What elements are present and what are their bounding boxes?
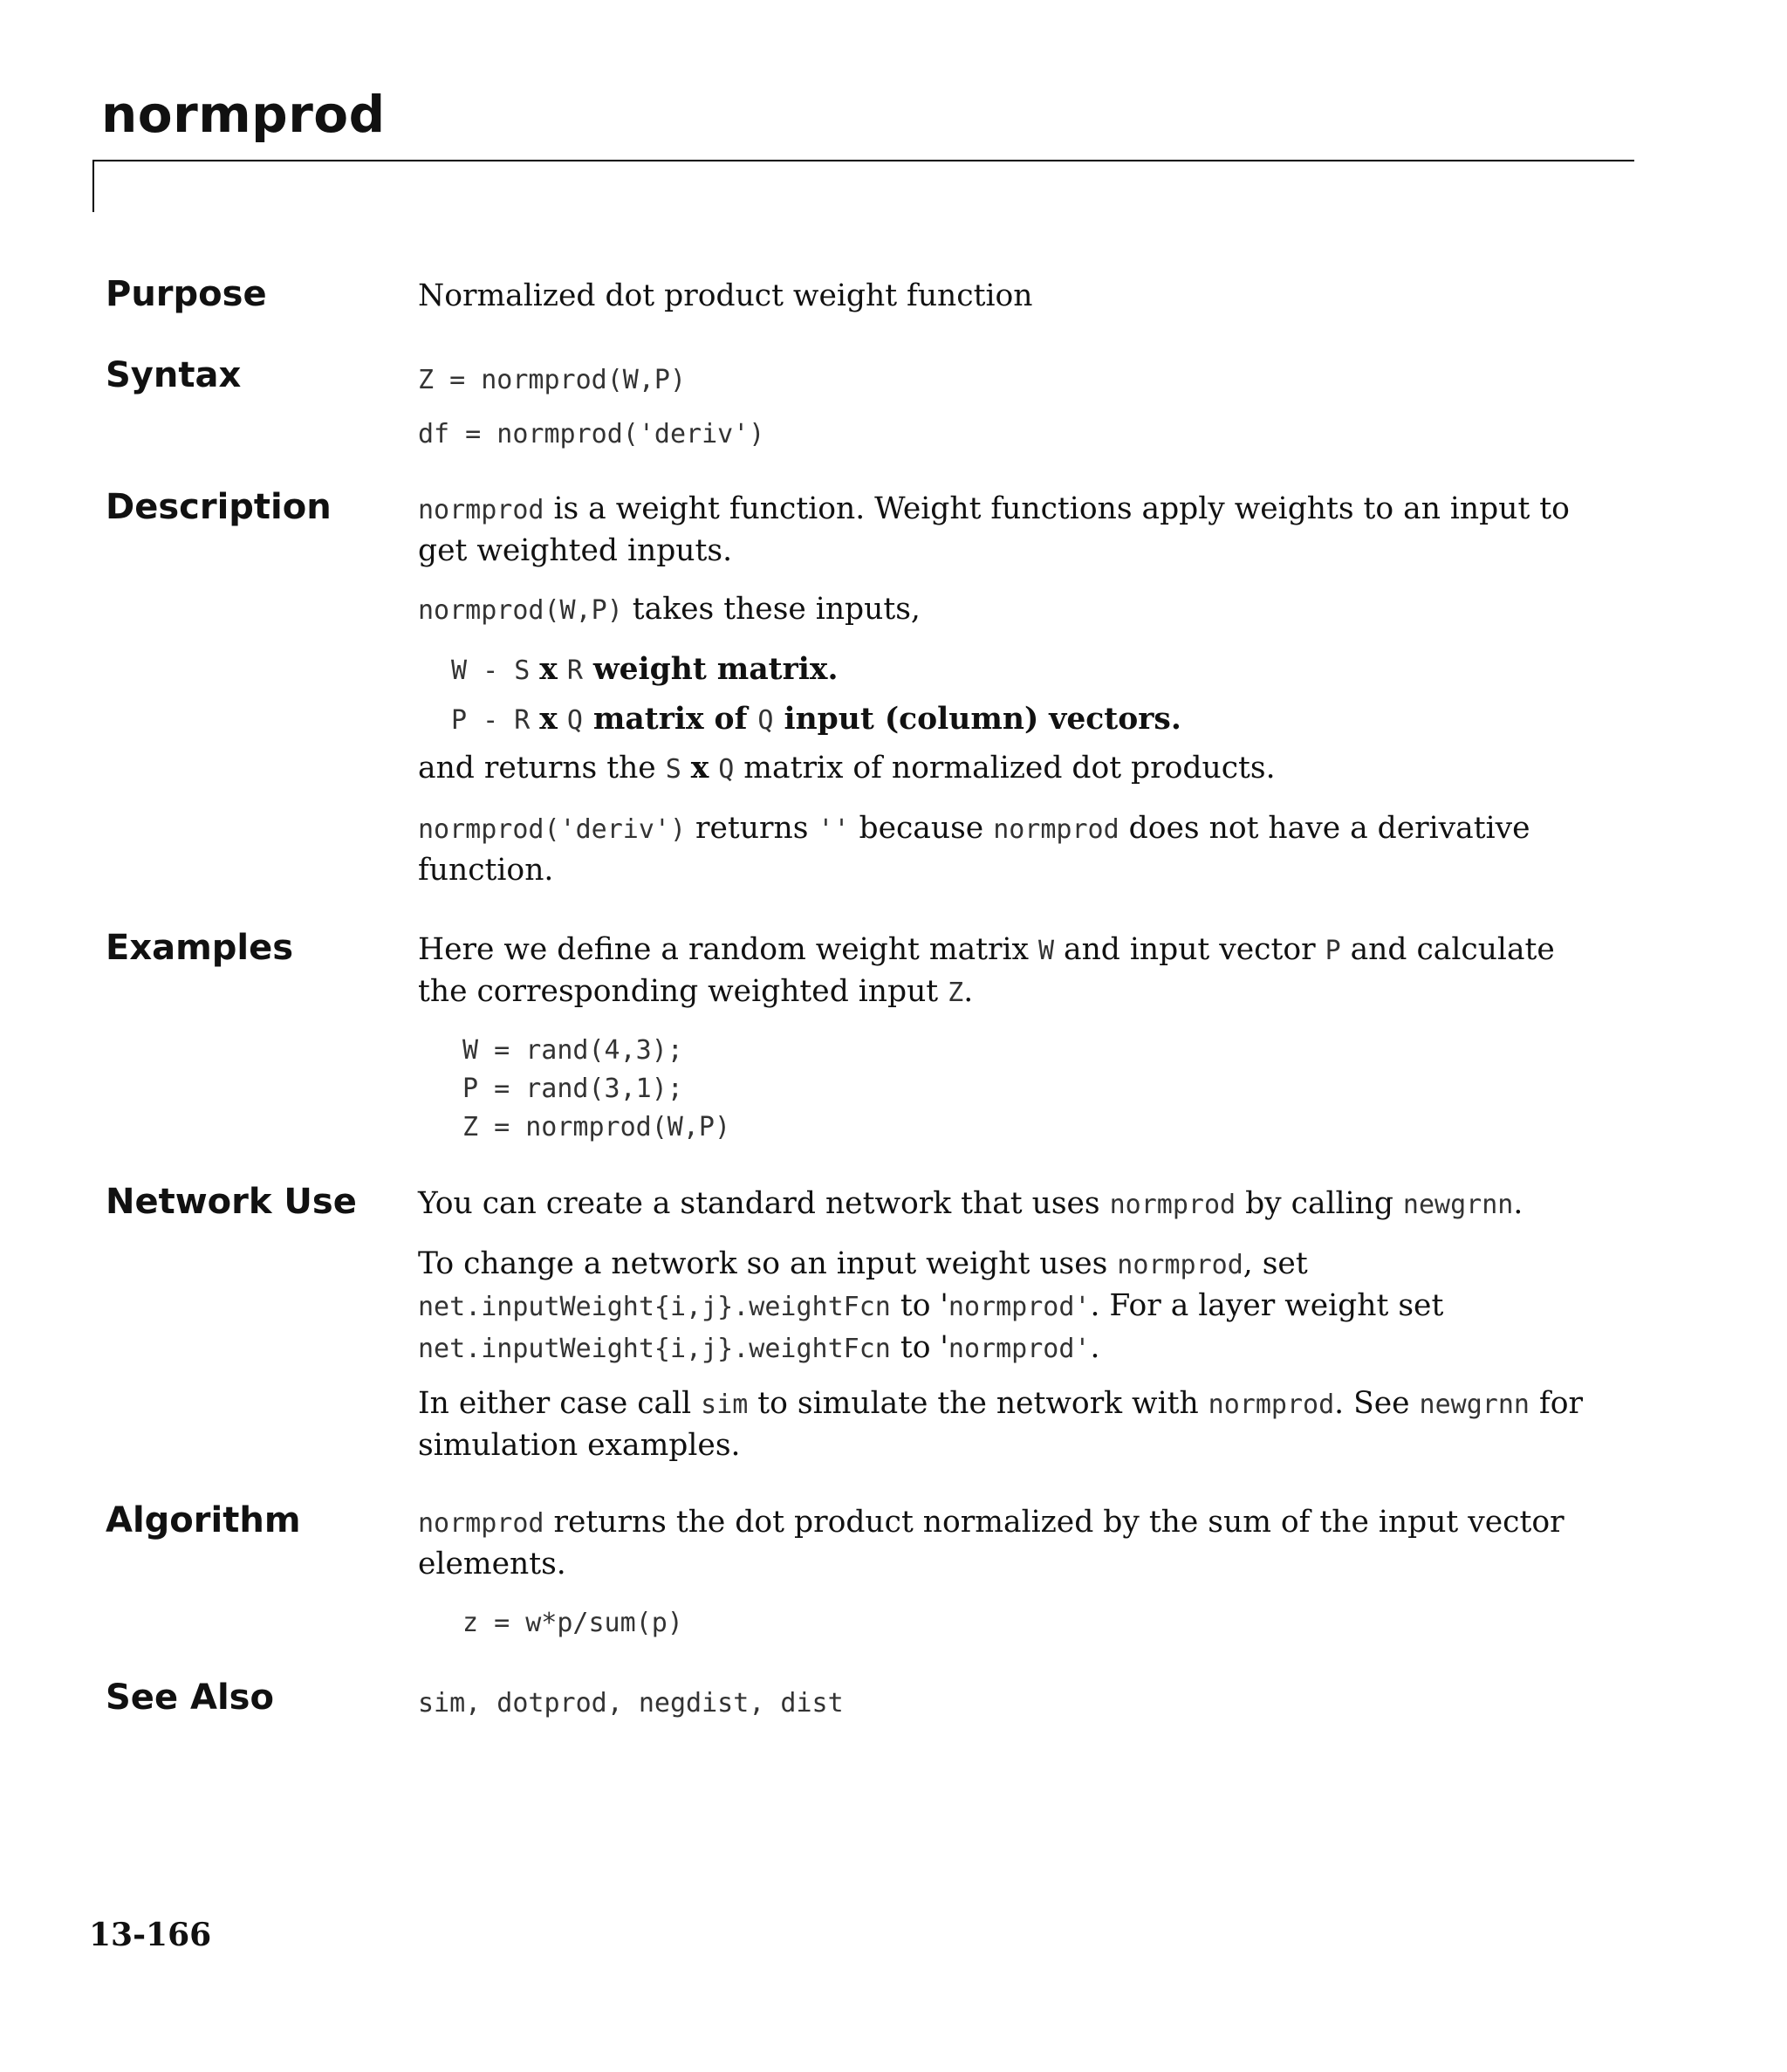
description-text: because bbox=[849, 811, 994, 846]
description-text: is a weight function. Weight functions apply weights to an input to get weighted inputs. bbox=[418, 491, 1570, 568]
example-code-line-1: W = rand(4,3); bbox=[462, 1035, 683, 1066]
examples-text: and calculate the corresponding weighted input bbox=[418, 932, 1555, 1009]
inline-code: normprod' bbox=[948, 1334, 1091, 1364]
algorithm-formula: z = w*p/sum(p) bbox=[462, 1608, 683, 1638]
description-deriv bbox=[418, 808, 1596, 890]
syntax-line-1: Z = normprod(W,P) bbox=[418, 365, 687, 395]
network-use-text: to ' bbox=[890, 1330, 948, 1365]
algorithm-paragraph bbox=[418, 1502, 1596, 1584]
inline-code: normprod' bbox=[948, 1292, 1091, 1322]
inline-code: R bbox=[566, 655, 583, 686]
times-symbol: x bbox=[539, 652, 558, 687]
purpose-text: Normalized dot product weight function bbox=[418, 278, 1033, 313]
description-text: returns bbox=[686, 811, 818, 846]
network-use-text: , set bbox=[1243, 1246, 1308, 1281]
inline-code: normprod('deriv') bbox=[418, 814, 687, 845]
network-use-text: . bbox=[1090, 1330, 1100, 1365]
inline-code: P bbox=[1325, 936, 1341, 966]
inline-code: S bbox=[665, 754, 681, 785]
description-returns bbox=[418, 748, 1596, 790]
example-code-line-3: Z = normprod(W,P) bbox=[462, 1112, 731, 1142]
inline-code: normprod bbox=[1117, 1250, 1243, 1280]
page-title: normprod bbox=[101, 85, 386, 144]
network-use-text: by calling bbox=[1236, 1186, 1403, 1221]
item-text: input (column) vectors. bbox=[773, 702, 1181, 737]
inline-code: net.inputWeight{i,j}.weightFcn bbox=[418, 1334, 891, 1364]
inline-code: W bbox=[1037, 936, 1055, 966]
inline-code: normprod bbox=[1208, 1389, 1335, 1420]
inline-code: newgrnn bbox=[1402, 1190, 1514, 1220]
examples-text: . bbox=[963, 974, 974, 1009]
syntax-line-2: df = normprod('deriv') bbox=[418, 419, 765, 449]
section-label-examples: Examples bbox=[106, 928, 294, 968]
section-label-purpose: Purpose bbox=[106, 274, 267, 314]
examples-text: and input vector bbox=[1054, 932, 1325, 967]
network-use-paragraph-2 bbox=[418, 1244, 1596, 1369]
description-paragraph-2 bbox=[418, 589, 1596, 631]
network-use-text: for simulation examples. bbox=[418, 1386, 1583, 1463]
section-label-algorithm: Algorithm bbox=[106, 1500, 301, 1540]
item-text: matrix of bbox=[582, 702, 758, 737]
inline-code: sim bbox=[701, 1389, 749, 1420]
times-symbol: x bbox=[539, 702, 558, 737]
header-rule-tick bbox=[92, 160, 94, 212]
examples-paragraph bbox=[418, 930, 1596, 1013]
network-use-text: to ' bbox=[890, 1288, 948, 1323]
inline-code: net.inputWeight{i,j}.weightFcn bbox=[418, 1292, 891, 1322]
input-item-p bbox=[451, 699, 1629, 741]
inline-code: Q bbox=[566, 705, 583, 736]
item-text: weight matrix. bbox=[582, 652, 839, 687]
network-use-text: In either case call bbox=[418, 1386, 702, 1421]
section-label-see-also: See Also bbox=[106, 1677, 274, 1718]
description-paragraph-1 bbox=[418, 489, 1596, 571]
network-use-text: To change a network so an input weight uses bbox=[418, 1246, 1118, 1281]
network-use-text: You can create a standard network that uses bbox=[418, 1186, 1110, 1221]
inline-code: newgrnn bbox=[1419, 1389, 1530, 1420]
section-label-network-use: Network Use bbox=[106, 1182, 357, 1222]
inline-code: Q bbox=[757, 705, 774, 736]
page-number: 13-166 bbox=[89, 1917, 212, 1953]
inline-code: normprod(W,P) bbox=[418, 595, 623, 626]
header-rule bbox=[92, 160, 1634, 161]
section-label-description: Description bbox=[106, 487, 332, 527]
inline-code: '' bbox=[818, 814, 850, 845]
inline-code: Z bbox=[948, 978, 964, 1008]
network-use-paragraph-1 bbox=[418, 1184, 1596, 1225]
inline-code: normprod bbox=[418, 1508, 544, 1539]
network-use-text: . See bbox=[1334, 1386, 1420, 1421]
input-item-w bbox=[451, 649, 1629, 691]
example-code-line-2: P = rand(3,1); bbox=[462, 1074, 683, 1104]
inline-code: normprod bbox=[418, 495, 544, 525]
see-also-list: sim, dotprod, negdist, dist bbox=[418, 1688, 844, 1719]
section-label-syntax: Syntax bbox=[106, 355, 242, 395]
description-text: does not have a derivative function. bbox=[418, 811, 1530, 888]
network-use-text: . For a layer weight set bbox=[1090, 1288, 1444, 1323]
network-use-text: to simulate the network with bbox=[748, 1386, 1208, 1421]
inline-code: normprod bbox=[1109, 1190, 1236, 1220]
algorithm-text: returns the dot product normalized by the sum of the input vector elements. bbox=[418, 1505, 1564, 1581]
description-text: and returns the bbox=[418, 751, 666, 786]
description-text: takes these inputs, bbox=[622, 592, 921, 627]
inline-code: P - R bbox=[451, 705, 531, 736]
inline-code: normprod bbox=[993, 814, 1119, 845]
inline-code: W - S bbox=[451, 655, 531, 686]
inline-code: Q bbox=[718, 754, 735, 785]
network-use-paragraph-3 bbox=[418, 1383, 1596, 1465]
description-text: matrix of normalized dot products. bbox=[734, 751, 1276, 786]
times-symbol: x bbox=[690, 751, 709, 786]
network-use-text: . bbox=[1513, 1186, 1523, 1221]
examples-text: Here we define a random weight matrix bbox=[418, 932, 1038, 967]
